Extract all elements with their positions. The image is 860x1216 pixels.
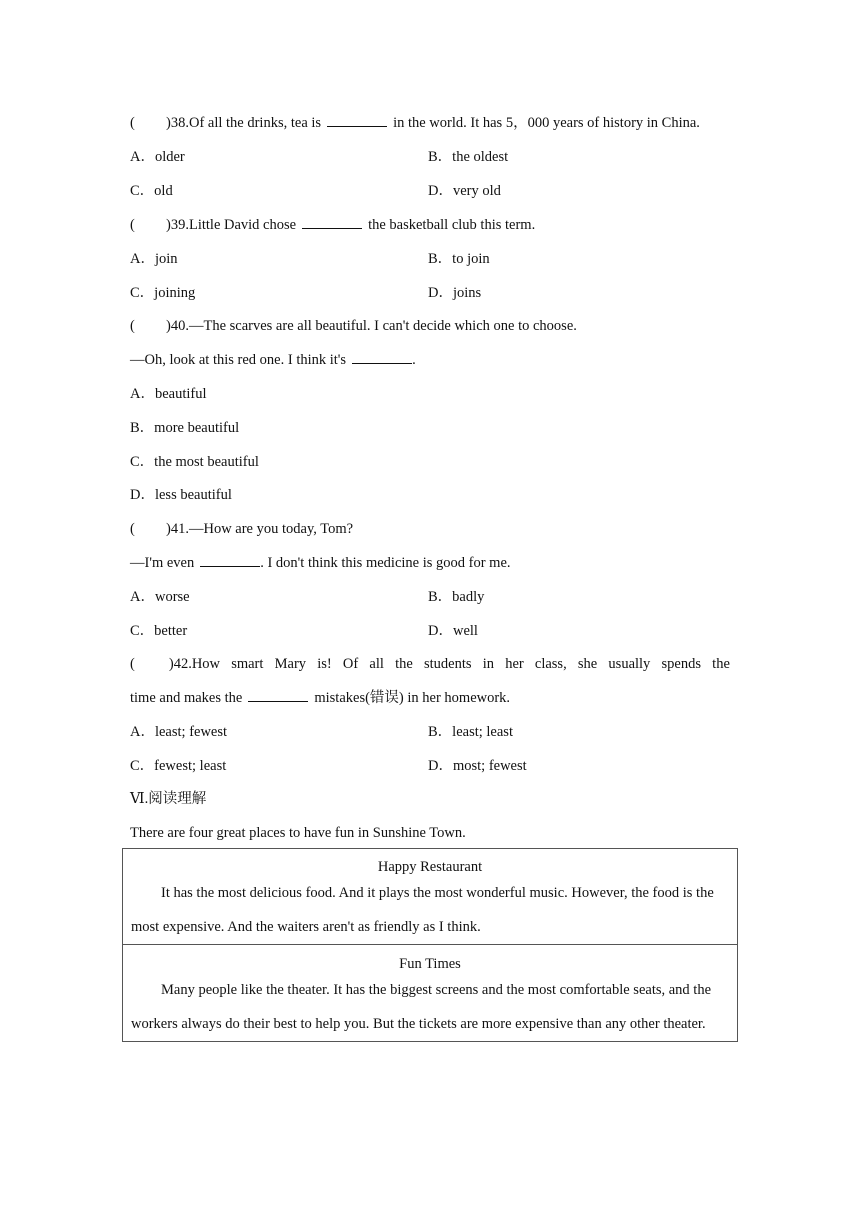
passage-row — [123, 945, 738, 1042]
option-c: C．joining — [130, 285, 196, 301]
passage-text: It has the most delicious food. And it plays the most wonderful music. However, the food is the most expensive. And the waiters aren't as friendly as I think. — [131, 885, 714, 935]
question-40-response: —Oh, look at this red one. I think it's . — [130, 352, 416, 368]
option-c: C．the most beautiful — [130, 454, 259, 470]
passages-table — [122, 848, 738, 1042]
option-d: D．most; fewest — [428, 758, 527, 774]
option-d: D．joins — [428, 285, 482, 301]
option-d: D．very old — [428, 183, 501, 199]
answer-paren[interactable]: ( — [130, 115, 135, 131]
question-41-stem: ( )41.—How are you today, Tom? — [130, 521, 354, 537]
reading-intro: There are four great places to have fun in Sunshine Town. — [130, 825, 466, 841]
option-a: A．beautiful — [130, 386, 207, 402]
answer-blank — [352, 351, 412, 364]
option-d: D．well — [428, 623, 478, 639]
option-a: A．join — [130, 251, 178, 267]
option-b: B．badly — [428, 589, 485, 605]
passage-cell — [123, 945, 738, 1042]
answer-blank — [248, 689, 308, 702]
answer-paren[interactable]: ( — [130, 217, 135, 233]
passage-text: Many people like the theater. It has the biggest screens and the most comfortable seats, and the workers always do their best to help you. But the tickets are more expensive than any other theater. — [131, 982, 712, 1032]
passage-cell — [123, 849, 738, 945]
question-40-stem: ( )40.—The scarves are all beautiful. I can't decide which one to choose. — [130, 318, 577, 334]
answer-paren[interactable]: ( — [130, 318, 135, 334]
section-heading: Ⅵ.阅读理解 — [130, 791, 207, 807]
answer-paren[interactable]: ( )42.How — [130, 656, 221, 672]
question-42-stem: ( )42.How smart Mary is! Of all the students in her class, she usually spends the — [130, 656, 730, 672]
option-b: B．more beautiful — [130, 420, 240, 436]
option-b: B．to join — [428, 251, 490, 267]
answer-blank — [200, 554, 260, 567]
passage-row — [123, 849, 738, 945]
answer-blank — [302, 216, 362, 229]
question-38-stem: ( )38.Of all the drinks, tea is in the world. It has 5，000 years of history in China. — [130, 115, 700, 131]
option-a: A．least; fewest — [130, 724, 228, 740]
question-39-stem: ( )39.Little David chose the basketball club this term. — [130, 217, 536, 233]
option-b: B．least; least — [428, 724, 513, 740]
passage-title: Happy Restaurant — [377, 859, 483, 875]
answer-blank — [327, 114, 387, 127]
option-c: C．old — [130, 183, 173, 199]
question-42-stem-continued: time and makes the mistakes(错误) in her homework. — [130, 690, 511, 706]
option-c: C．better — [130, 623, 188, 639]
question-41-response: —I'm even . I don't think this medicine is good for me. — [130, 555, 511, 571]
answer-paren[interactable]: ( — [130, 521, 135, 537]
option-d: D．less beautiful — [130, 487, 232, 503]
option-a: A．older — [130, 149, 185, 165]
option-a: A．worse — [130, 589, 190, 605]
option-c: C．fewest; least — [130, 758, 227, 774]
option-b: B．the oldest — [428, 149, 509, 165]
passage-title: Fun Times — [399, 956, 461, 972]
